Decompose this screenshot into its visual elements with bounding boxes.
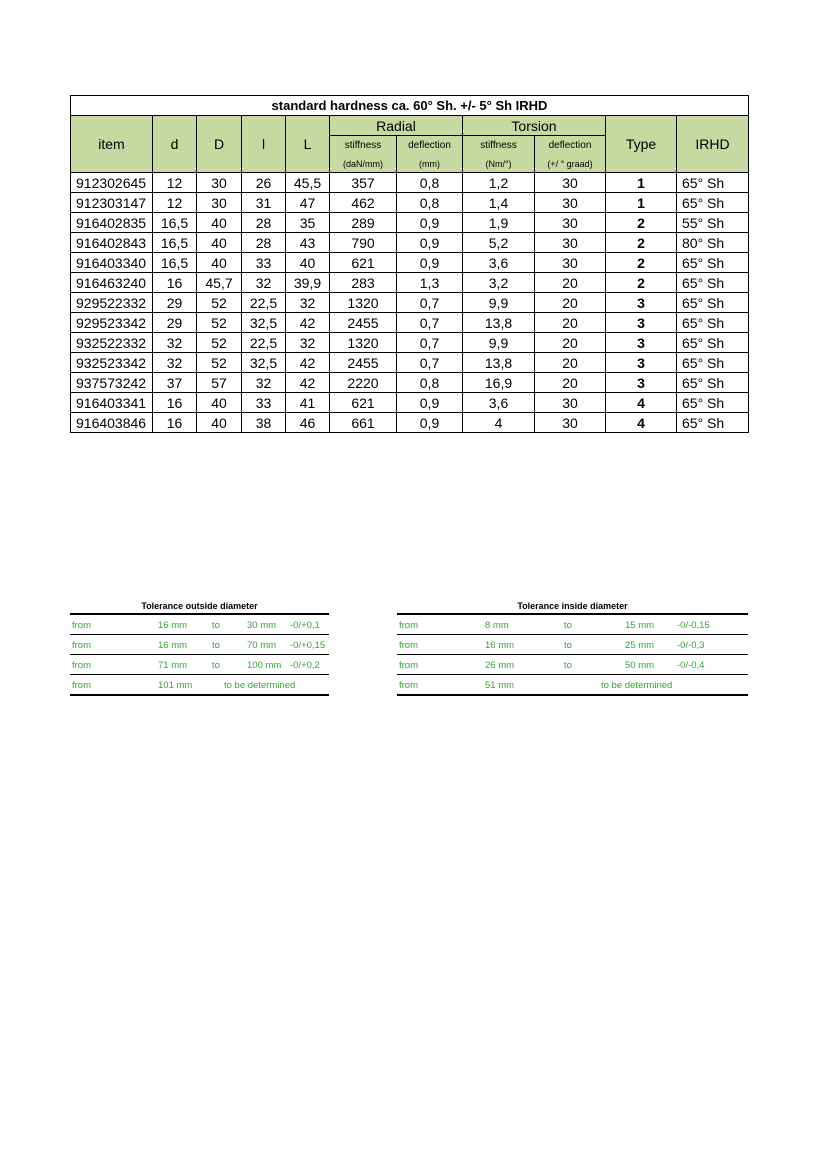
- cell-irhd: 65° Sh: [677, 313, 749, 333]
- tolerance-tol: -0/-0,3: [677, 640, 705, 651]
- tolerance-min: 71 mm: [158, 660, 188, 671]
- cell-irhd: 65° Sh: [677, 393, 749, 413]
- cell-torsion-stiffness: 1,9: [463, 213, 535, 233]
- cell-D: 30: [197, 173, 242, 193]
- table-row: [71, 233, 749, 253]
- cell-l: 38: [242, 413, 286, 433]
- cell-type: 3: [606, 353, 677, 373]
- header-torsion-stiffness-unit: (Nm/°): [463, 155, 535, 173]
- cell-radial-deflection: 0,9: [397, 253, 463, 273]
- cell-irhd: 65° Sh: [677, 333, 749, 353]
- cell-item: 916403341: [71, 393, 153, 413]
- tolerance-min: 16 mm: [158, 640, 188, 651]
- cell-radial-deflection: 0,7: [397, 333, 463, 353]
- cell-radial-deflection: 0,8: [397, 373, 463, 393]
- cell-D: 57: [197, 373, 242, 393]
- cell-l: 22,5: [242, 333, 286, 353]
- tolerance-to: to: [564, 660, 572, 671]
- cell-irhd: 55° Sh: [677, 213, 749, 233]
- cell-radial-stiffness: 1320: [330, 333, 397, 353]
- table-row: [71, 353, 749, 373]
- cell-L: 32: [286, 293, 330, 313]
- tolerance-from: from: [72, 680, 91, 691]
- cell-irhd: 65° Sh: [677, 373, 749, 393]
- cell-L: 43: [286, 233, 330, 253]
- header-torsion: Torsion: [463, 116, 606, 136]
- cell-type: 2: [606, 213, 677, 233]
- tolerance-min: 51 mm: [485, 680, 515, 691]
- cell-torsion-stiffness: 16,9: [463, 373, 535, 393]
- tolerance-min: 16 mm: [158, 620, 188, 631]
- cell-torsion-stiffness: 9,9: [463, 333, 535, 353]
- tolerance-min: 16 mm: [485, 640, 515, 651]
- cell-torsion-deflection: 30: [535, 393, 606, 413]
- cell-d: 16,5: [153, 253, 197, 273]
- cell-D: 52: [197, 353, 242, 373]
- cell-L: 47: [286, 193, 330, 213]
- cell-type: 2: [606, 253, 677, 273]
- cell-D: 52: [197, 293, 242, 313]
- tolerance-row: [397, 635, 748, 655]
- cell-torsion-stiffness: 3,6: [463, 253, 535, 273]
- cell-L: 40: [286, 253, 330, 273]
- cell-l: 33: [242, 253, 286, 273]
- cell-D: 30: [197, 193, 242, 213]
- cell-d: 12: [153, 173, 197, 193]
- cell-l: 32: [242, 373, 286, 393]
- cell-torsion-deflection: 30: [535, 233, 606, 253]
- cell-radial-stiffness: 283: [330, 273, 397, 293]
- tolerance-row: [397, 615, 748, 635]
- table-row: [71, 413, 749, 433]
- cell-d: 16,5: [153, 213, 197, 233]
- cell-torsion-stiffness: 13,8: [463, 313, 535, 333]
- cell-type: 3: [606, 293, 677, 313]
- tolerance-from: from: [72, 660, 91, 671]
- cell-torsion-stiffness: 3,2: [463, 273, 535, 293]
- cell-l: 22,5: [242, 293, 286, 313]
- tolerance-max: 100 mm: [247, 660, 282, 671]
- cell-l: 32: [242, 273, 286, 293]
- cell-torsion-deflection: 20: [535, 273, 606, 293]
- cell-D: 40: [197, 213, 242, 233]
- specification-table: [70, 95, 749, 433]
- cell-irhd: 65° Sh: [677, 193, 749, 213]
- cell-torsion-deflection: 30: [535, 173, 606, 193]
- cell-item: 916402843: [71, 233, 153, 253]
- cell-torsion-deflection: 20: [535, 293, 606, 313]
- cell-D: 45,7: [197, 273, 242, 293]
- tolerance-tol: -0/-0,4: [677, 660, 705, 671]
- cell-d: 32: [153, 333, 197, 353]
- cell-L: 41: [286, 393, 330, 413]
- tolerance-max: 25 mm: [625, 640, 655, 651]
- cell-torsion-stiffness: 5,2: [463, 233, 535, 253]
- cell-type: 4: [606, 413, 677, 433]
- cell-torsion-deflection: 20: [535, 333, 606, 353]
- table-row: [71, 193, 749, 213]
- cell-torsion-deflection: 30: [535, 413, 606, 433]
- cell-torsion-deflection: 20: [535, 313, 606, 333]
- tolerance-max: 30 mm: [247, 620, 277, 631]
- tolerance-to: to: [564, 640, 572, 651]
- tolerance-row: [70, 635, 329, 655]
- cell-item: 937573242: [71, 373, 153, 393]
- tolerance-row: [397, 655, 748, 675]
- cell-l: 33: [242, 393, 286, 413]
- header-item: item: [71, 116, 153, 173]
- tolerance-row: [397, 675, 748, 696]
- cell-item: 916403340: [71, 253, 153, 273]
- header-radial-deflection: deflection: [397, 136, 463, 156]
- tolerance-min: 101 mm: [158, 680, 193, 691]
- tolerance-row: [70, 615, 329, 635]
- cell-d: 32: [153, 353, 197, 373]
- cell-D: 40: [197, 253, 242, 273]
- cell-type: 1: [606, 173, 677, 193]
- table-row: [71, 293, 749, 313]
- tolerance-max: 70 mm: [247, 640, 277, 651]
- header-D: D: [197, 116, 242, 173]
- header-torsion-deflection: deflection: [535, 136, 606, 156]
- cell-l: 32,5: [242, 313, 286, 333]
- cell-D: 52: [197, 333, 242, 353]
- cell-L: 45,5: [286, 173, 330, 193]
- table-row: [71, 373, 749, 393]
- header-torsion-stiffness: stiffness: [463, 136, 535, 156]
- tolerance-from: from: [72, 620, 91, 631]
- cell-L: 46: [286, 413, 330, 433]
- cell-torsion-stiffness: 3,6: [463, 393, 535, 413]
- cell-radial-deflection: 0,9: [397, 413, 463, 433]
- cell-radial-stiffness: 357: [330, 173, 397, 193]
- header-radial-stiffness-unit: (daN/mm): [330, 155, 397, 173]
- tolerance-from: from: [399, 680, 418, 691]
- cell-d: 16: [153, 393, 197, 413]
- tolerance-outside-title: Tolerance outside diameter: [70, 599, 329, 615]
- header-torsion-deflection-unit: (+/ ° graad): [535, 155, 606, 173]
- cell-item: 916463240: [71, 273, 153, 293]
- tolerance-tol: -0/+0,15: [290, 640, 326, 651]
- cell-torsion-deflection: 30: [535, 213, 606, 233]
- cell-torsion-stiffness: 1,2: [463, 173, 535, 193]
- cell-torsion-stiffness: 1,4: [463, 193, 535, 213]
- cell-radial-stiffness: 462: [330, 193, 397, 213]
- cell-irhd: 65° Sh: [677, 173, 749, 193]
- header-d: d: [153, 116, 197, 173]
- cell-radial-stiffness: 790: [330, 233, 397, 253]
- cell-irhd: 80° Sh: [677, 233, 749, 253]
- tolerance-note: to be determined: [601, 680, 673, 691]
- cell-torsion-deflection: 30: [535, 253, 606, 273]
- tolerance-to: to: [564, 620, 572, 631]
- cell-L: 42: [286, 313, 330, 333]
- table-row: [71, 333, 749, 353]
- cell-type: 3: [606, 373, 677, 393]
- cell-D: 52: [197, 313, 242, 333]
- cell-radial-stiffness: 2220: [330, 373, 397, 393]
- cell-d: 16,5: [153, 233, 197, 253]
- cell-L: 39,9: [286, 273, 330, 293]
- tolerance-note: to be determined: [224, 680, 296, 691]
- cell-l: 32,5: [242, 353, 286, 373]
- cell-radial-stiffness: 621: [330, 393, 397, 413]
- tolerance-from: from: [72, 640, 91, 651]
- cell-item: 929523342: [71, 313, 153, 333]
- header-type: Type: [606, 116, 677, 173]
- tolerance-min: 8 mm: [485, 620, 509, 631]
- cell-d: 37: [153, 373, 197, 393]
- cell-D: 40: [197, 413, 242, 433]
- table-title: standard hardness ca. 60° Sh. +/- 5° Sh IRHD: [71, 96, 749, 116]
- table-row: [71, 173, 749, 193]
- cell-radial-stiffness: 289: [330, 213, 397, 233]
- cell-radial-stiffness: 1320: [330, 293, 397, 313]
- tolerance-to: to: [212, 640, 220, 651]
- cell-l: 31: [242, 193, 286, 213]
- cell-d: 29: [153, 293, 197, 313]
- cell-L: 42: [286, 353, 330, 373]
- tolerance-to: to: [212, 660, 220, 671]
- tolerance-from: from: [399, 660, 418, 671]
- tolerance-tol: -0/+0,1: [290, 620, 320, 631]
- tolerance-from: from: [399, 640, 418, 651]
- tolerance-max: 15 mm: [625, 620, 655, 631]
- table-row: [71, 253, 749, 273]
- cell-irhd: 65° Sh: [677, 413, 749, 433]
- cell-type: 2: [606, 233, 677, 253]
- cell-item: 912302645: [71, 173, 153, 193]
- cell-d: 29: [153, 313, 197, 333]
- tolerance-to: to: [212, 620, 220, 631]
- cell-type: 3: [606, 333, 677, 353]
- cell-irhd: 65° Sh: [677, 293, 749, 313]
- cell-radial-stiffness: 621: [330, 253, 397, 273]
- tolerance-outside-table: [70, 599, 329, 696]
- cell-type: 4: [606, 393, 677, 413]
- cell-irhd: 65° Sh: [677, 253, 749, 273]
- cell-item: 916403846: [71, 413, 153, 433]
- cell-radial-stiffness: 661: [330, 413, 397, 433]
- cell-radial-deflection: 0,7: [397, 353, 463, 373]
- cell-item: 932523342: [71, 353, 153, 373]
- cell-radial-deflection: 0,8: [397, 173, 463, 193]
- header-radial-deflection-unit: (mm): [397, 155, 463, 173]
- cell-type: 1: [606, 193, 677, 213]
- tolerance-inside-title: Tolerance inside diameter: [397, 599, 748, 615]
- tolerance-tol: -0/-0,15: [677, 620, 710, 631]
- cell-type: 3: [606, 313, 677, 333]
- cell-radial-deflection: 0,9: [397, 393, 463, 413]
- cell-D: 40: [197, 393, 242, 413]
- table-row: [71, 313, 749, 333]
- cell-l: 26: [242, 173, 286, 193]
- cell-d: 12: [153, 193, 197, 213]
- cell-radial-deflection: 0,7: [397, 293, 463, 313]
- cell-torsion-stiffness: 4: [463, 413, 535, 433]
- cell-L: 35: [286, 213, 330, 233]
- cell-l: 28: [242, 233, 286, 253]
- cell-torsion-deflection: 20: [535, 373, 606, 393]
- cell-torsion-stiffness: 13,8: [463, 353, 535, 373]
- table-row: [71, 213, 749, 233]
- cell-radial-deflection: 0,9: [397, 233, 463, 253]
- cell-torsion-stiffness: 9,9: [463, 293, 535, 313]
- tolerance-row: [70, 675, 329, 696]
- table-row: [71, 273, 749, 293]
- tolerance-min: 26 mm: [485, 660, 515, 671]
- cell-radial-deflection: 0,8: [397, 193, 463, 213]
- tolerance-max: 50 mm: [625, 660, 655, 671]
- cell-type: 2: [606, 273, 677, 293]
- cell-item: 916402835: [71, 213, 153, 233]
- cell-d: 16: [153, 413, 197, 433]
- cell-L: 42: [286, 373, 330, 393]
- header-l: l: [242, 116, 286, 173]
- header-radial-stiffness: stiffness: [330, 136, 397, 156]
- cell-torsion-deflection: 20: [535, 353, 606, 373]
- header-irhd: IRHD: [677, 116, 749, 173]
- cell-radial-deflection: 0,7: [397, 313, 463, 333]
- cell-l: 28: [242, 213, 286, 233]
- cell-d: 16: [153, 273, 197, 293]
- tolerance-from: from: [399, 620, 418, 631]
- cell-radial-stiffness: 2455: [330, 313, 397, 333]
- cell-item: 912303147: [71, 193, 153, 213]
- cell-irhd: 65° Sh: [677, 273, 749, 293]
- table-row: [71, 393, 749, 413]
- cell-D: 40: [197, 233, 242, 253]
- cell-radial-deflection: 0,9: [397, 213, 463, 233]
- tolerance-row: [70, 655, 329, 675]
- cell-irhd: 65° Sh: [677, 353, 749, 373]
- cell-item: 929522332: [71, 293, 153, 313]
- tolerance-tol: -0/+0,2: [290, 660, 320, 671]
- header-radial: Radial: [330, 116, 463, 136]
- cell-item: 932522332: [71, 333, 153, 353]
- cell-L: 32: [286, 333, 330, 353]
- header-L: L: [286, 116, 330, 173]
- cell-radial-deflection: 1,3: [397, 273, 463, 293]
- cell-torsion-deflection: 30: [535, 193, 606, 213]
- tolerance-inside-table: [397, 599, 748, 696]
- cell-radial-stiffness: 2455: [330, 353, 397, 373]
